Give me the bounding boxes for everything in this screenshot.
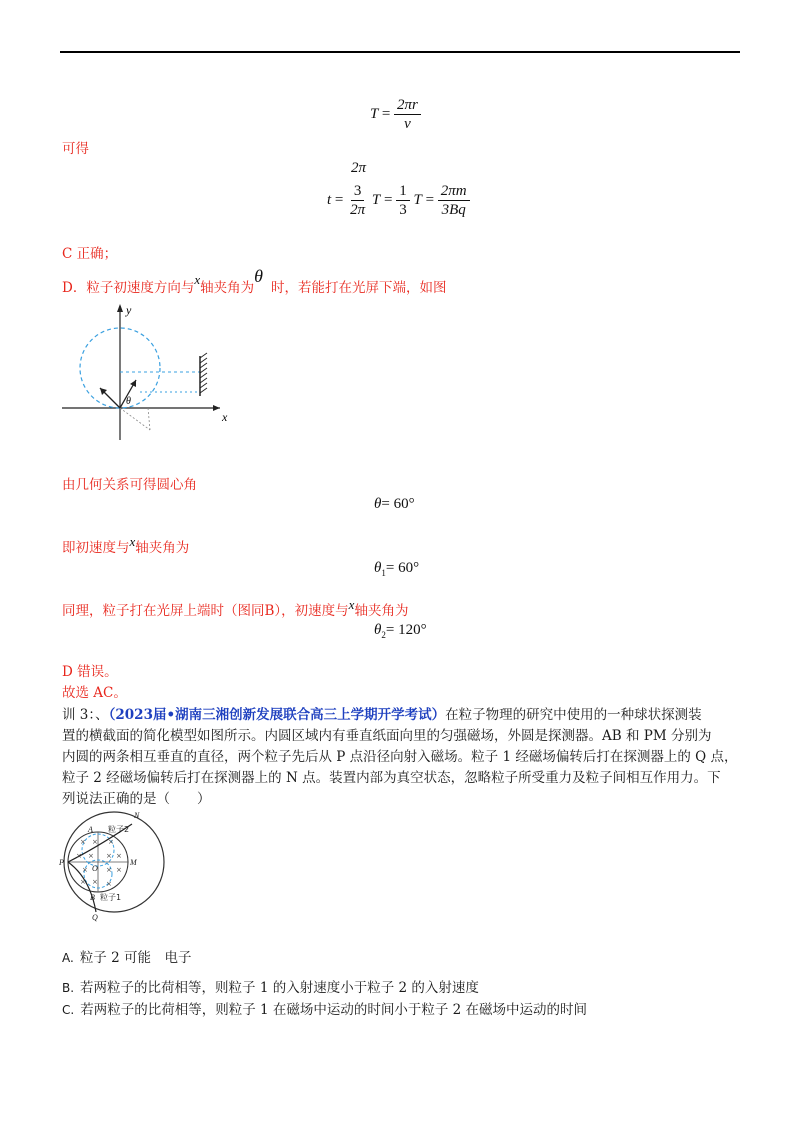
figure-circle-screen: [60, 300, 240, 440]
text-d-statement: D．粒子初速度方向与x轴夹角为θ时，若能打在光屏下端，如图: [62, 266, 447, 296]
y-axis-arrow: [117, 304, 123, 312]
label-a: A: [88, 825, 93, 834]
label-q: Q: [92, 913, 98, 922]
option-c[interactable]: C. 若两粒子的比荷相等，则粒子 1 在磁场中运动的时间小于粒子 2 在磁场中运动的时间: [62, 1002, 588, 1018]
figure-detector: [56, 808, 176, 923]
theta-label: θ: [126, 396, 131, 407]
x-axis-arrow: [213, 405, 220, 411]
equation-theta: θ= 60°: [374, 496, 415, 512]
option-b[interactable]: B. 若两粒子的比荷相等，则粒子 1 的入射速度小于粒子 2 的入射速度: [62, 980, 479, 996]
problem-source: （2023届•湖南三湘创新发展联合高三上学期开学考试）: [108, 707, 446, 723]
y-label: y: [126, 303, 132, 317]
svg-text:×: ×: [116, 866, 122, 874]
equation-theta2: $\theta_2= 120^\circ$: [374, 622, 427, 640]
eq2-over: 2π: [351, 160, 367, 176]
svg-text:×: ×: [106, 866, 112, 874]
eq-fraction: $\frac{2\pi r}{v}$: [394, 96, 421, 133]
svg-text:×: ×: [80, 878, 86, 886]
text-d-wrong: D 错误。: [62, 664, 118, 680]
svg-text:×: ×: [82, 866, 88, 874]
label-particle1: 粒子1: [100, 893, 122, 902]
equation-period: T = $\frac{2\pi r}{v}$: [370, 96, 421, 133]
text-answer: 故选 AC。: [62, 685, 127, 701]
label-n: N: [134, 811, 140, 820]
label-b: B: [90, 893, 95, 902]
problem-statement: 训 3：、（2023届•湖南三湘创新发展联合高三上学期开学考试）在粒子物理的研究中使用的一种球状探测装 置的横截面的简化模型如图所示。内圆区域内有垂直纸面向里的匀强磁场，外圆是探测器。AB 和 PM 分别为 内圆的两条相互垂直的直径，两个粒子先后从 P 点沿径向射入磁场。粒子 1 经磁场偏转后打在探测器上的 Q 点， 粒子 2 经磁场偏转后打在探测器上的 N 点。装置内部为真空状态，忽略粒子所受重力及粒子间相互作用力。下 列说法正确的是（ ）: [62, 707, 738, 807]
svg-text:×: ×: [108, 838, 114, 846]
screen-hatch: [200, 353, 207, 393]
svg-text:×: ×: [92, 838, 98, 846]
option-a[interactable]: A. 粒子 2 可能 电子: [62, 950, 192, 966]
text-kede: 可得: [62, 141, 89, 157]
label-p: P: [59, 858, 64, 867]
svg-text:×: ×: [80, 838, 86, 846]
svg-text:×: ×: [106, 852, 112, 860]
dashed-radius: [120, 408, 150, 430]
x-label: x: [222, 410, 228, 424]
eq-lhs: T: [370, 105, 379, 122]
svg-text:×: ×: [76, 852, 82, 860]
svg-text:×: ×: [92, 878, 98, 886]
text-geometry: 由几何关系可得圆心角: [62, 477, 197, 493]
equation-theta1: $\theta_1= 60^\circ$: [374, 560, 420, 578]
header-rule: [60, 51, 740, 53]
label-m: M: [130, 858, 137, 867]
svg-text:×: ×: [116, 852, 122, 860]
text-same-reason: 同理，粒子打在光屏上端时（图同B），初速度与x轴夹角为: [62, 597, 409, 619]
label-o: O: [92, 864, 98, 873]
svg-text:×: ×: [106, 880, 112, 888]
text-initial-velocity: 即初速度与x轴夹角为: [62, 534, 190, 556]
label-particle2: 粒子2: [108, 825, 130, 834]
svg-text:×: ×: [88, 852, 94, 860]
text-c-correct: C 正确；: [62, 246, 118, 262]
